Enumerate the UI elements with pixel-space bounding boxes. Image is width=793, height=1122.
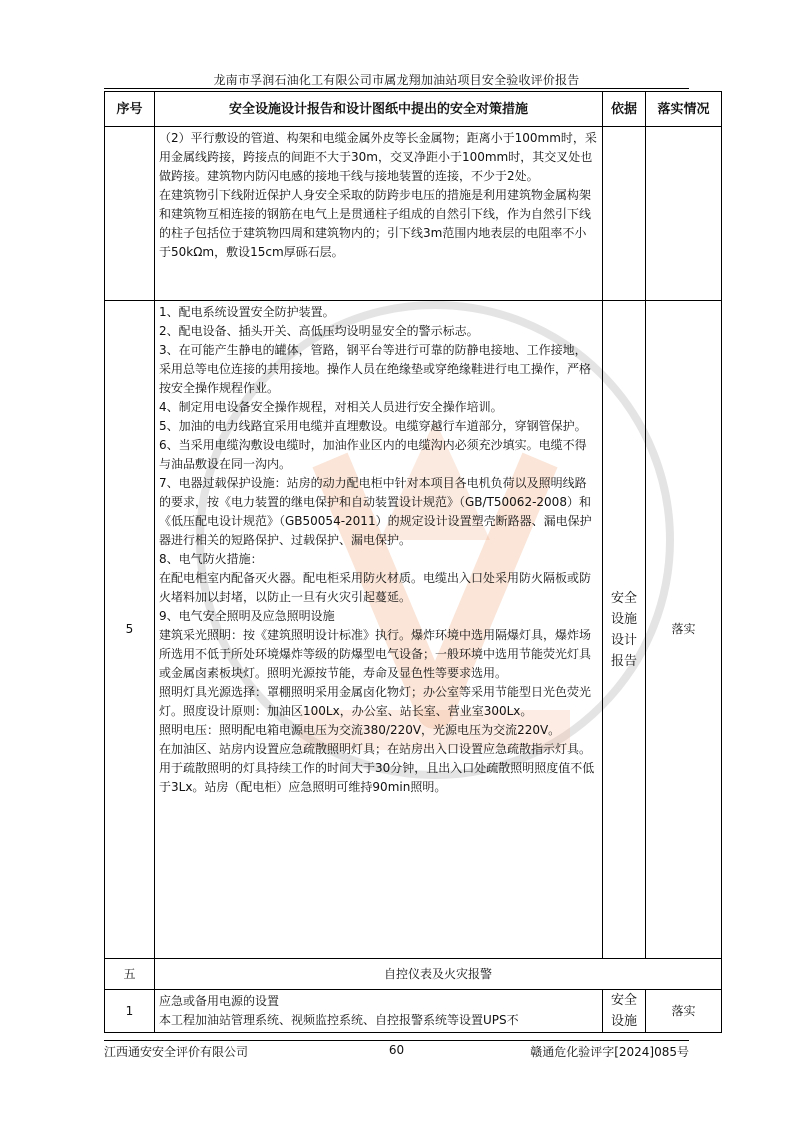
row-no-cell [105,127,155,301]
footer-company: 江西通安安全评价有限公司 [104,1045,249,1059]
basis-text: 报告 [610,653,637,669]
table-row [105,127,722,301]
col-header-no: 序号 [105,92,155,127]
status-cell [646,127,722,301]
col-header-measures: 安全设施设计报告和设计图纸中提出的安全对策措施 [155,92,603,127]
footer-doc-number: 赣通危化验评字[2024]085号 [530,1045,689,1059]
basis-text: 安全 [610,993,637,1008]
col-header-status: 落实情况 [646,92,722,127]
measure-line: 照明电压：照明配电箱电源电压为交流380/220V，光源电压为交流220V。 [159,723,561,737]
measure-line: 4、制定用电设备安全操作规程，对相关人员进行安全操作培训。 [159,400,503,414]
measure-cell [155,127,603,301]
basis-text: 设施 [610,1014,637,1029]
table-row [105,301,722,959]
status-cell: 落实 [646,990,722,1033]
measure-line: 在加油区、站房内设置应急疏散照明灯具；在站房出入口设置应急疏散指示灯具。用于疏散照明的灯具持续工作的时间大于30分钟，且出入口处疏散照明照度值不低于3Lx。站房（配电柜）应急照明可维持90min照明。 [159,742,595,794]
status-cell: 落实 [646,301,722,959]
measure-line: （2）平行敷设的管道、构架和电缆金属外皮等长金属物；距离小于100mm时，采用金属线跨接，跨接点的间距不大于30m，交叉净距小于100mm时，其交叉处也做跨接。建筑物内防闪电感的接地干线与接地装置的连接，不少于2处。 [159,131,597,183]
measure-line: 本工程加油站管理系统、视频监控系统、自控报警系统等设置UPS不 [159,1013,519,1027]
measure-line: 8、电气防火措施： [159,552,263,566]
table-row [105,990,722,1033]
basis-cell [603,301,646,959]
row-no-cell: 1 [105,990,155,1033]
measure-cell [155,301,603,959]
measure-line: 应急或备用电源的设置 [159,994,280,1008]
measure-line: 在建筑物引下线附近保护人身安全采取的防跨步电压的措施是利用建筑物金属构架和建筑物互相连接的钢筋在电气上是贯通柱子组成的自然引下线，作为自然引下线的柱子包括位于建筑物四周和建筑物内的；引下线3m范围内地表层的电阻率不小于50kΩm，敷设15cm厚砾石层。 [159,188,592,259]
measure-line: 7、电器过载保护设施：站房的动力配电柜中针对本项目各电机负荷以及照明线路的要求，按《电力装置的继电保护和自动装置设计规范》（GB/T50062-2008）和《低压配电设计规范》（GB50054-2011）的规定设计设置塑壳断路器、漏电保护器进行相关的短路保护、过载保护、漏电保护。 [159,476,592,547]
measure-line: 6、当采用电缆沟敷设电缆时，加油作业区内的电缆沟内必须充沙填实。电缆不得与油品敷设在同一沟内。 [159,438,587,471]
measure-line: 3、在可能产生静电的罐体，管路，钢平台等进行可靠的防静电接地、工作接地，采用总等电位连接的共用接地。操作人员在绝缘垫或穿绝缘鞋进行电工操作，严格按安全操作规程作业。 [159,343,592,395]
row-no-cell: 5 [105,301,155,959]
section-title: 自控仪表及火灾报警 [155,959,722,990]
page-header-title: 龙南市孚润石油化工有限公司市属龙翔加油站项目安全验收评价报告 [213,73,580,87]
measure-line: 在配电柜室内配备灭火器。配电柜采用防火材质。电缆出入口处采用防火隔板或防火堵料加以封堵，以防止一旦有火灾引起蔓延。 [159,571,592,604]
section-header-row [105,959,722,990]
basis-text: 安全 [610,590,637,606]
measure-line: 建筑采光照明：按《建筑照明设计标准》执行。爆炸环境中选用隔爆灯具，爆炸场所选用不低于所处环境爆炸等级的防爆型电气设备；一般环境中选用节能荧光灯具或金属卤素板块灯。照明光源按节能，寿命及显色性等要求选用。 [159,628,592,680]
basis-cell [603,127,646,301]
footer-divider [104,1040,689,1041]
measure-line: 1、配电系统设置安全防护装置。 [159,305,335,319]
table-header-row [105,92,722,127]
section-no: 五 [105,959,155,990]
safety-measures-table [104,91,722,1033]
measure-line: 9、电气安全照明及应急照明设施 [159,609,335,623]
footer-page-number: 60 [388,1043,405,1057]
basis-text: 设计 [610,632,637,648]
measure-cell [155,990,603,1033]
measure-line: 5、加油的电力线路宜采用电缆并直埋敷设。电缆穿越行车道部分，穿钢管保护。 [159,419,587,433]
header-divider [104,88,689,89]
measure-line: 照明灯具光源选择：罩棚照明采用金属卤化物灯；办公室等采用节能型日光色荧光灯。照度设计原则：加油区100Lx，办公室、站长室、营业室300Lx。 [159,685,592,718]
col-header-basis: 依据 [603,92,646,127]
basis-text: 设施 [610,611,637,627]
measure-line: 2、配电设备、插头开关、高低压均设明显安全的警示标志。 [159,324,479,338]
basis-cell [603,990,646,1033]
